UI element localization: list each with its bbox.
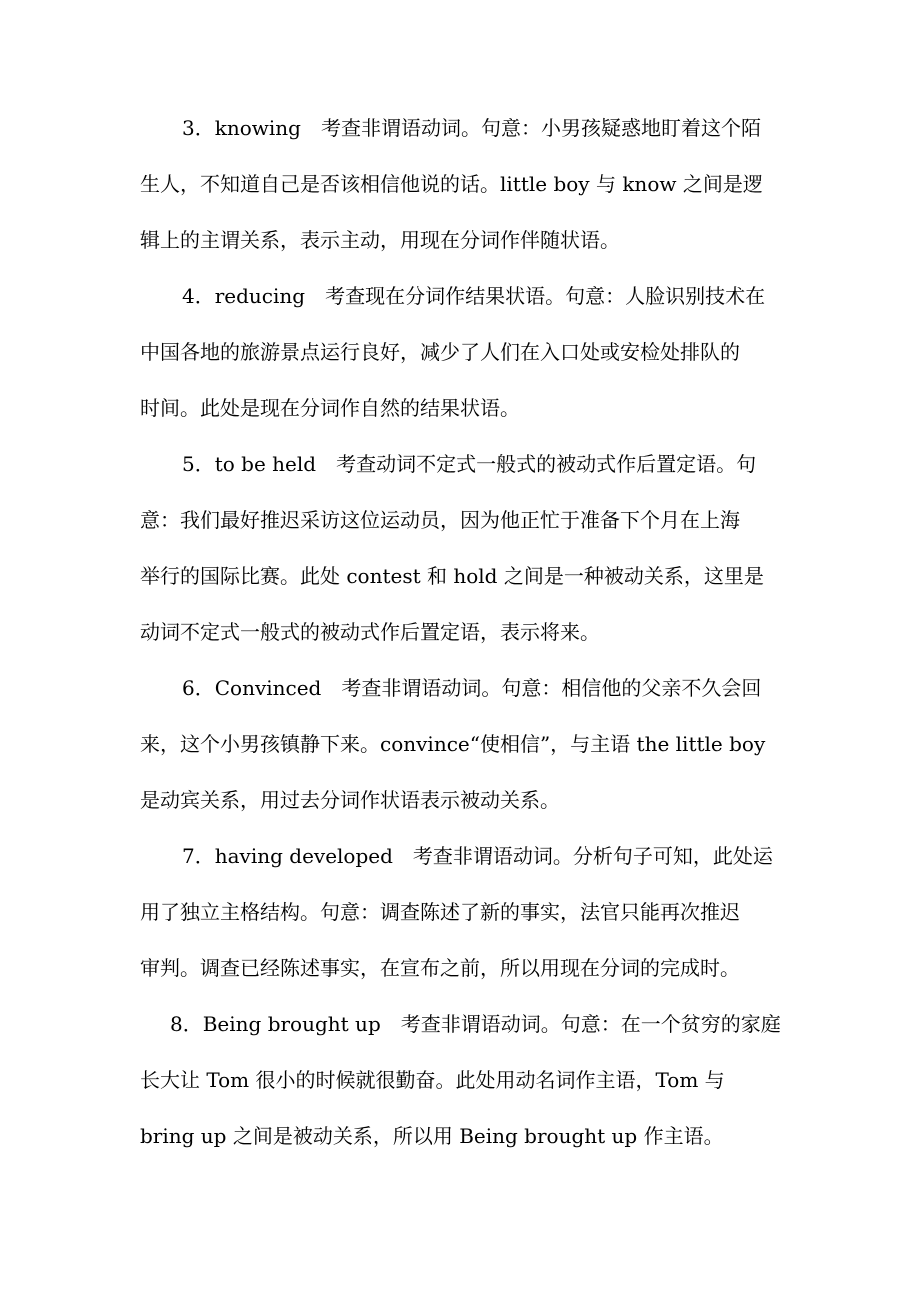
answer-5-line-1: 5．to be held 考查动词不定式一般式的被动式作后置定语。句 <box>182 452 757 476</box>
answer-4-line-2: 中国各地的旅游景点运行良好，减少了人们在入口处或安检处排队的 <box>140 340 740 364</box>
answer-7-line-3: 审判。调查已经陈述事实，在宣布之前，所以用现在分词的完成时。 <box>140 956 740 980</box>
answer-6-line-3: 是动宾关系，用过去分词作状语表示被动关系。 <box>140 788 560 812</box>
answer-7-line-2: 用了独立主格结构。句意：调查陈述了新的事实，法官只能再次推迟 <box>140 900 740 924</box>
answer-7-line-1: 7．having developed 考查非谓语动词。分析句子可知，此处运 <box>182 844 773 868</box>
answer-3-line-2: 生人，不知道自己是否该相信他说的话。little boy 与 know 之间是逻 <box>140 172 763 196</box>
answer-4-line-3: 时间。此处是现在分词作自然的结果状语。 <box>140 396 520 420</box>
answer-3-line-3: 辑上的主谓关系，表示主动，用现在分词作伴随状语。 <box>140 228 620 252</box>
answer-4-line-1: 4．reducing 考查现在分词作结果状语。句意：人脸识别技术在 <box>182 284 766 308</box>
answer-6-line-2: 来，这个小男孩镇静下来。convince“使相信”，与主语 the little boy <box>140 732 766 756</box>
answer-3-line-1: 3．knowing 考查非谓语动词。句意：小男孩疑惑地盯着这个陌 <box>182 116 761 140</box>
answer-8-line-3: bring up 之间是被动关系，所以用 Being brought up 作主语。 <box>140 1124 724 1148</box>
answer-8-line-1: 8．Being brought up 考查非谓语动词。句意：在一个贫穷的家庭 <box>170 1012 781 1036</box>
answer-6-line-1: 6．Convinced 考查非谓语动词。句意：相信他的父亲不久会回 <box>182 676 762 700</box>
answer-5-line-4: 动词不定式一般式的被动式作后置定语，表示将来。 <box>140 620 600 644</box>
answer-8-line-2: 长大让 Tom 很小的时候就很勤奋。此处用动名词作主语，Tom 与 <box>140 1068 725 1092</box>
answer-5-line-3: 举行的国际比赛。此处 contest 和 hold 之间是一种被动关系，这里是 <box>140 564 764 588</box>
answer-5-line-2: 意：我们最好推迟采访这位运动员，因为他正忙于准备下个月在上海 <box>140 508 740 532</box>
